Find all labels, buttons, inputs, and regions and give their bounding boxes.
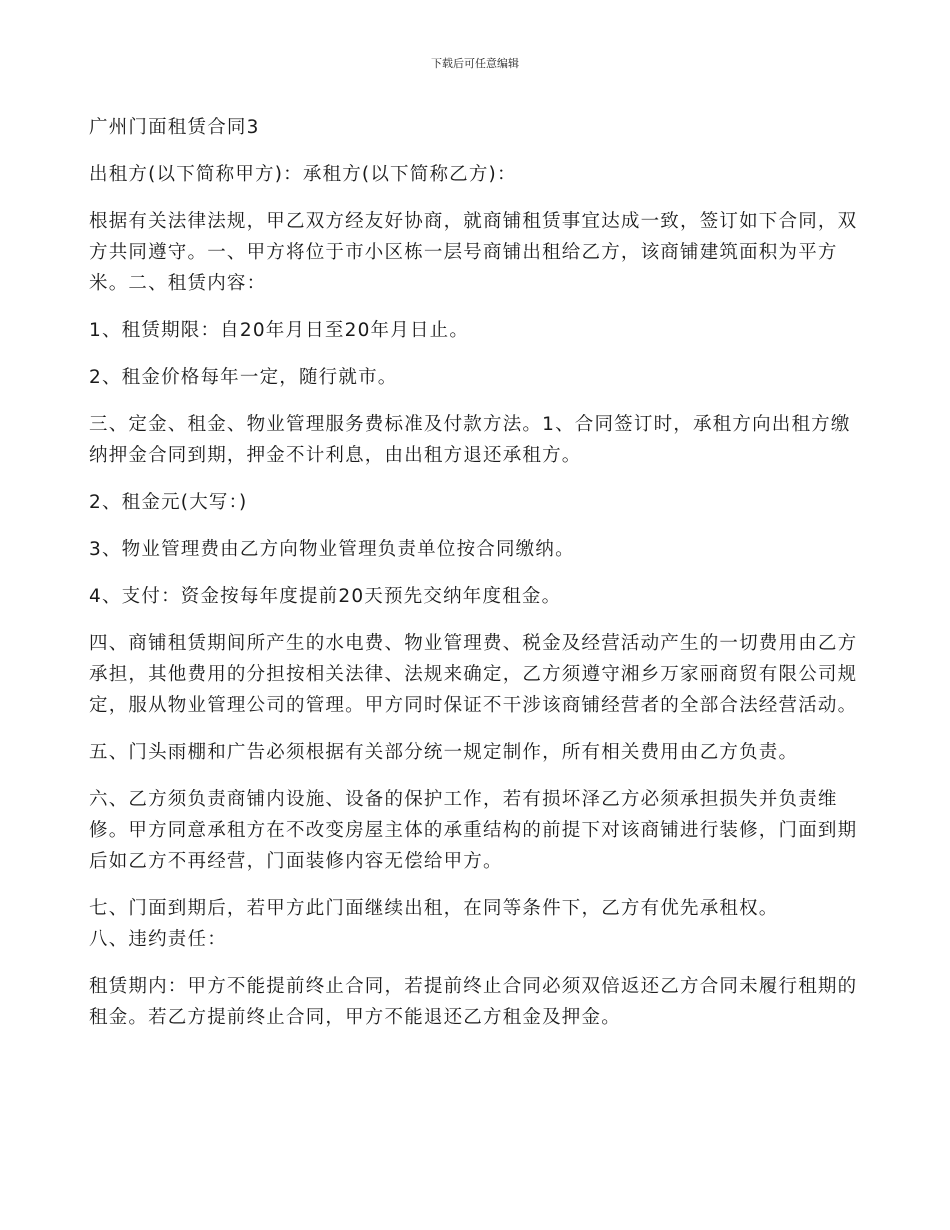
breach-paragraph: 租赁期内：甲方不能提前终止合同，若提前终止合同必须双倍返还乙方合同未履行租期的租金。若乙方提前终止合同，甲方不能退还乙方租金及押金。 — [89, 976, 858, 1028]
maintenance-paragraph: 六、乙方须负责商铺内设施、设备的保护工作，若有损坏泽乙方必须承担损失并负责维修。甲方同意承租方在不改变房屋主体的承重结构的前提下对该商铺进行装修，门面到期后如乙方不再经营，门面装修内容无偿给甲方。 — [89, 789, 858, 872]
payment-paragraph: 4、支付：资金按每年度提前20天预先交纳年度租金。 — [89, 586, 562, 607]
deposit-paragraph: 三、定金、租金、物业管理服务费标准及付款方法。1、合同签订时，承租方向出租方缴纳押金合同到期，押金不计利息，由出租方退还承租方。 — [89, 414, 851, 466]
preamble-paragraph: 根据有关法律法规，甲乙双方经友好协商，就商铺租赁事宜达成一致，签订如下合同，双方共同遵守。一、甲方将位于市小区栋一层号商铺出租给乙方，该商铺建筑面积为平方米。二、租赁内容： — [89, 211, 858, 294]
expenses-paragraph: 四、商铺租赁期间所产生的水电费、物业管理费、税金及经营活动产生的一切费用由乙方承担，其他费用的分担按相关法律、法规来确定，乙方须遵守湘乡万家丽商贸有限公司规定，服从物业管理公司的管理。甲方同时保证不干涉该商铺经营者的全部合法经营活动。 — [89, 633, 858, 716]
rent-amount-paragraph: 2、租金元(大写：) — [89, 492, 248, 513]
breach-heading: 八、违约责任： — [89, 929, 227, 950]
document-title: 广州门面租赁合同3 — [89, 117, 260, 138]
signage-paragraph: 五、门头雨棚和广告必须根据有关部分统一规定制作，所有相关费用由乙方负责。 — [89, 742, 799, 763]
document-body — [89, 112, 869, 1049]
renewal-paragraph: 七、门面到期后，若甲方此门面继续出租，在同等条件下，乙方有优先承租权。 — [89, 898, 779, 919]
rent-price-paragraph: 2、租金价格每年一定，随行就市。 — [89, 367, 398, 388]
page-header: 下载后可任意编辑 — [431, 57, 519, 70]
lease-term-paragraph: 1、租赁期限：自20年月日至20年月日止。 — [89, 320, 470, 341]
parties-paragraph: 出租方(以下简称甲方)：承租方(以下简称乙方)： — [89, 164, 517, 185]
property-fee-paragraph: 3、物业管理费由乙方向物业管理负责单位按合同缴纳。 — [89, 539, 575, 560]
